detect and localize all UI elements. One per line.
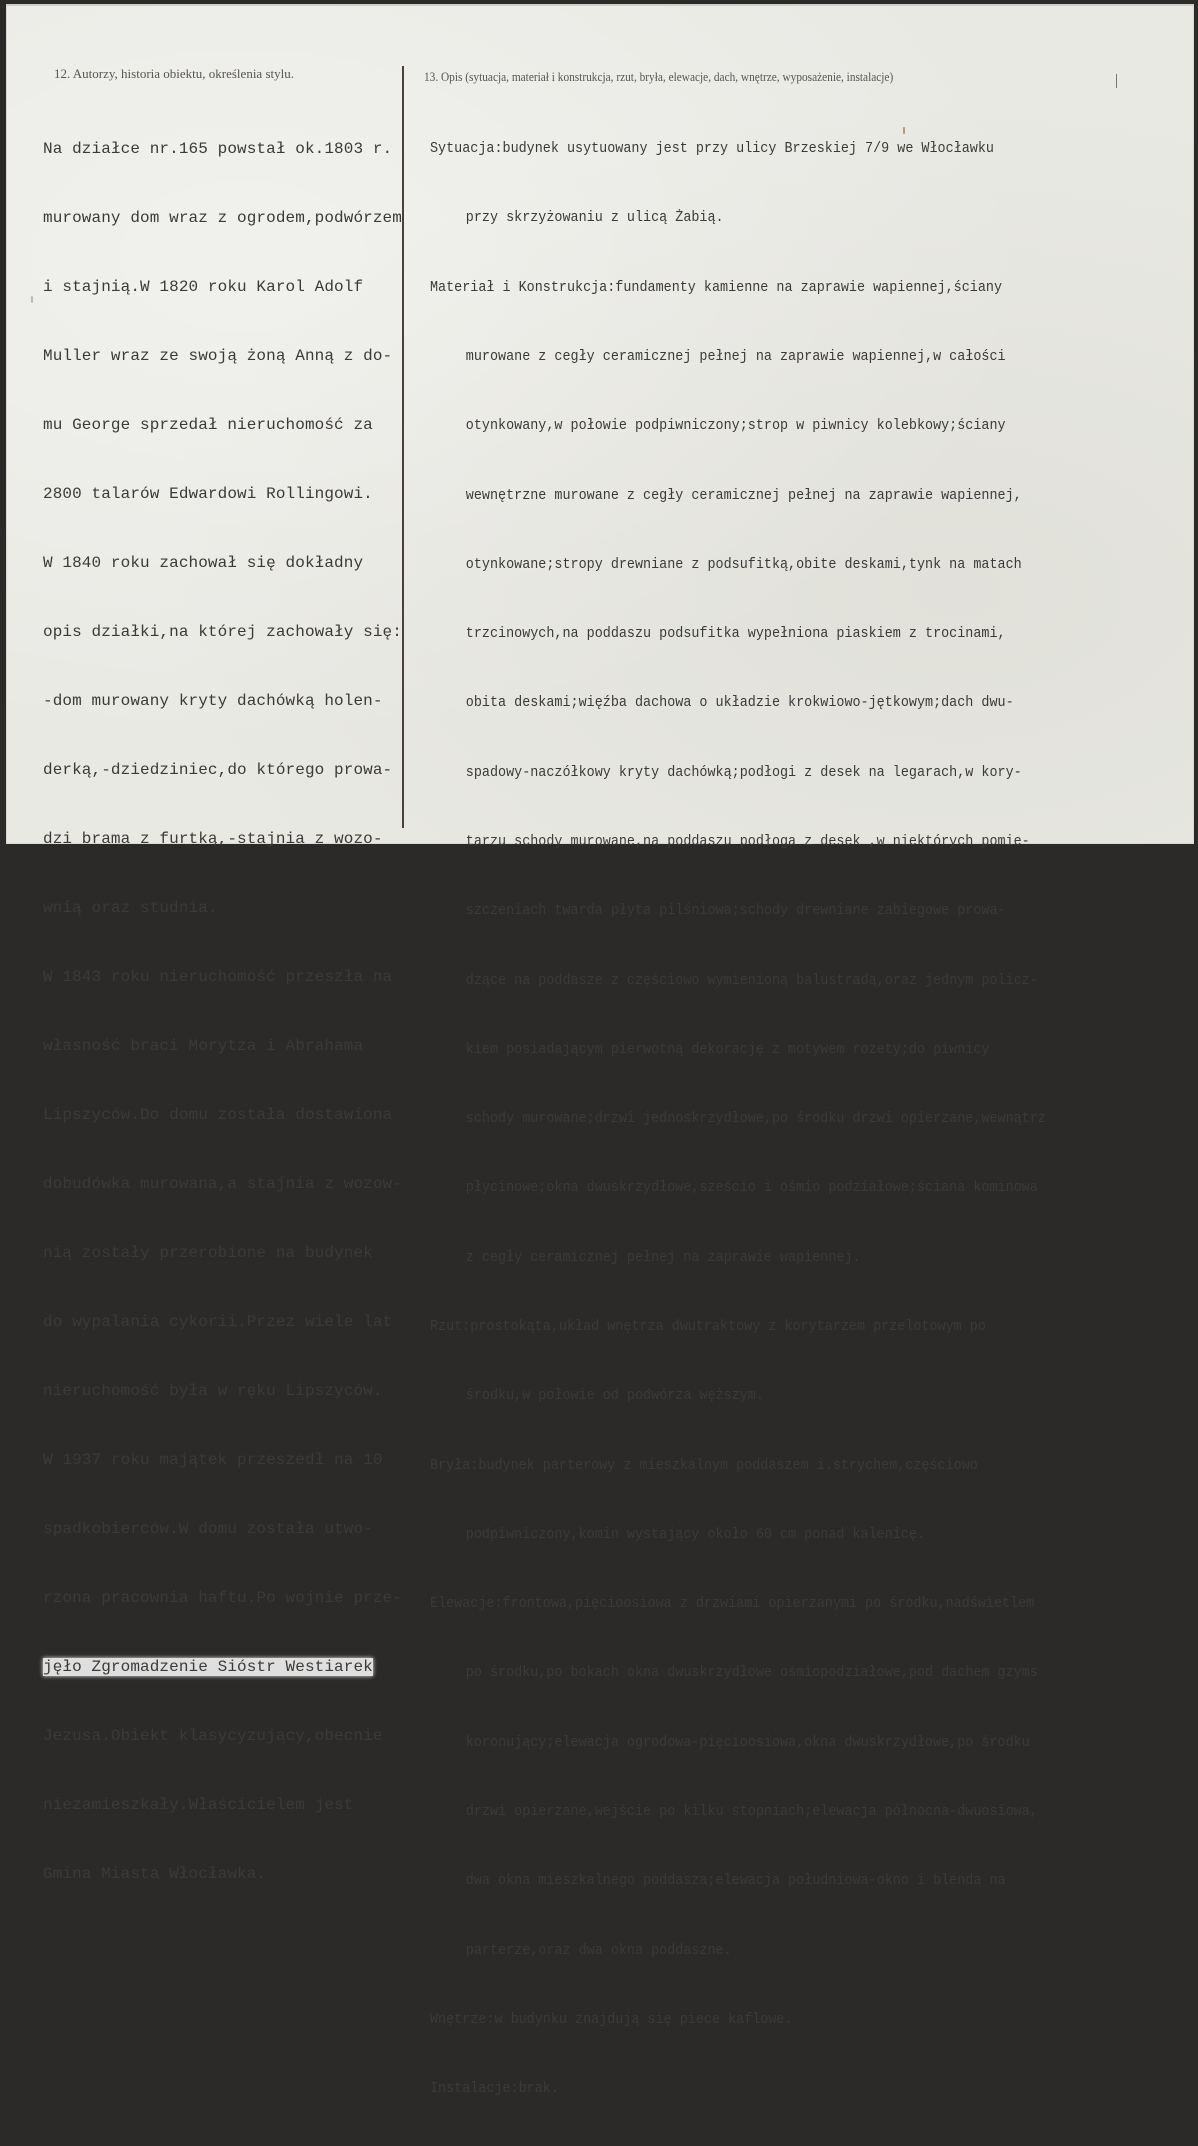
description-line-elevations: Elewacje:frontowa,pięcioosiowa z drzwiami opierzanymi po środku,nadświetlem — [430, 1595, 1035, 1613]
history-line: dobudówka murowana,a stajnia z wozow- — [43, 1175, 402, 1193]
description-line: dzące na poddasze z częściowo wymienioną balustradą,oraz jednym policz- — [465, 971, 1038, 989]
description-line-situation: Sytuacja:budynek usytuowany jest przy ulicy Brzeskiej 7/9 we Włocławku — [430, 140, 994, 158]
description-line: po środku,po bokach okna dwuskrzydłowe ośmiopodziałowe,pod dachem gzyms — [465, 1664, 1038, 1682]
history-line: własność braci Morytza i Abrahama — [43, 1037, 364, 1055]
history-line: Na działce nr.165 powstał ok.1803 r. — [43, 140, 393, 158]
history-line: 2800 talarów Edwardowi Rollingowi. — [43, 485, 373, 503]
description-line-massing: Bryła:budynek parterowy z mieszkalnym poddaszem i.strychem,częściowo — [430, 1456, 978, 1474]
header-bracket-mark — [1116, 74, 1117, 88]
description-line: szczeniach twarda płyta pilśniowa;schody drewniane zabiegowe prowa- — [465, 902, 1006, 920]
description-line-installations: Instalacje:brak. — [430, 2080, 559, 2098]
description-line: kiem posiadającym pierwotną dekorację z motywem rozety;do piwnicy — [465, 1040, 990, 1058]
description-line: murowane z cegły ceramicznej pełnej na zaprawie wapiennej,w całości — [465, 348, 1006, 366]
history-line: W 1937 roku majątek przeszedł na 10 — [43, 1451, 383, 1469]
history-line: do wypalania cykorii.Przez wiele lat — [43, 1313, 393, 1331]
history-line: Jezusa.Obiekt klasycyzujący,obecnie — [43, 1727, 383, 1745]
history-line: niezamieszkały.Właścicielem jest — [43, 1796, 354, 1814]
description-line: z cegły ceramicznej pełnej na zaprawie wapiennej. — [465, 1248, 861, 1266]
column-divider — [402, 66, 404, 828]
history-line: dzi brama z furtką,-stajnia z wozo- — [43, 830, 383, 848]
history-line: Muller wraz ze swoją żoną Anną z do- — [43, 347, 393, 365]
section-13-header: 13. Opis (sytuacja, materiał i konstrukcja, rzut, bryła, elewacje, dach, wnętrze, wyposażenie, instalacje) — [424, 70, 894, 84]
history-line: -dom murowany kryty dachówką holen- — [43, 692, 383, 710]
history-line: opis działki,na której zachowały się: — [43, 623, 402, 641]
history-line: W 1840 roku zachował się dokładny — [43, 554, 364, 572]
description-line: otynkowane;stropy drewniane z podsufitką,obite deskami,tynk na matach — [465, 555, 1022, 573]
description-line: parterze,oraz dwa okna poddaszne. — [465, 1941, 732, 1959]
history-line: derką,-dziedziniec,do którego prowa- — [43, 761, 393, 779]
history-line: i stajnią.W 1820 roku Karol Adolf — [43, 278, 364, 296]
description-line: wewnętrzne murowane z cegły ceramicznej pełnej na zaprawie wapiennej, — [465, 486, 1022, 504]
description-line: schody murowane;drzwi jednoskrzydłowe,po środku drzwi opierzane,wewnątrz — [465, 1110, 1046, 1128]
history-line: murowany dom wraz z ogrodem,podwórzem — [43, 209, 402, 227]
description-line: tarzu schody murowane,na poddaszu podłoga z desek ,w niektórych pomie- — [465, 833, 1030, 850]
history-line: spadkobierców.W domu została utwo- — [43, 1520, 373, 1538]
description-line: przy skrzyżowaniu z ulicą Żabią. — [465, 209, 724, 227]
description-line: otynkowany,w połowie podpiwniczony;strop w piwnicy kolebkowy;ściany — [465, 417, 1006, 435]
paper-speck — [31, 296, 33, 303]
history-line: Gmina Miasta Włocławka. — [43, 1865, 267, 1883]
scanned-record-card — [6, 4, 1194, 2098]
section-12-header: 12. Autorzy, historia obiektu, określenia stylu. — [54, 66, 294, 81]
description-line: podpiwniczony,komin wystający około 60 cm ponad kalenicę. — [465, 1525, 926, 1543]
paper-speck — [903, 127, 905, 134]
history-line: wnią oraz studnia. — [43, 899, 218, 917]
highlighted-text: jęło Zgromadzenie Sióstr Westiarek — [43, 1658, 373, 1676]
history-line: W 1843 roku nieruchomość przeszła na — [43, 968, 393, 986]
description-line-plan: Rzut:prostokąta,układ wnętrza dwutraktowy z korytarzem przelotowym po — [430, 1317, 986, 1335]
description-line-interior: Wnętrze:w budynku znajdują się piece kaflowe. — [430, 2010, 793, 2028]
history-line: rzona pracownia haftu.Po wojnie prze- — [43, 1589, 402, 1607]
description-line: trzcinowych,na poddaszu podsufitka wypełniona piaskiem z trocinami, — [465, 625, 1006, 643]
history-text-block — [43, 92, 402, 1932]
description-text-block — [430, 91, 1118, 2146]
top-edge-rule — [6, 4, 1194, 6]
history-line: Lipszyców.Do domu została dostawiona — [43, 1106, 393, 1124]
description-line-material: Materiał i Konstrukcja:fundamenty kamienne na zaprawie wapiennej,ściany — [430, 278, 1003, 296]
description-line: koronujący;elewacja ogrodowa-pięcioosiowa,okna dwuskrzydłowe,po środku — [465, 1733, 1030, 1751]
description-line: spadowy-naczółkowy kryty dachówką;podłogi z desek na legarach,w kory- — [465, 763, 1022, 781]
description-line: płycinowe;okna dwuskrzydłowe,sześcio i ośmio podziałowe;ściana kominowa — [465, 1179, 1038, 1197]
history-line: nieruchomość była w ręku Lipszyców. — [43, 1382, 383, 1400]
history-line: nią zostały przerobione na budynek — [43, 1244, 373, 1262]
description-line: obita deskami;więźba dachowa o układzie krokwiowo-jętkowym;dach dwu- — [465, 694, 1014, 712]
description-line: środku,w połowie od podwórza węższym. — [465, 1387, 764, 1405]
history-line-highlighted — [43, 1656, 402, 1679]
description-line: drzwi opierzane,wejście po kilku stopniach;elewacja północna-dwuosiowa, — [465, 1802, 1038, 1820]
history-line: mu George sprzedał nieruchomość za — [43, 416, 373, 434]
description-line: dwa okna mieszkalnego poddasza;elewacja południowa-okno i blenda na — [465, 1872, 1006, 1890]
